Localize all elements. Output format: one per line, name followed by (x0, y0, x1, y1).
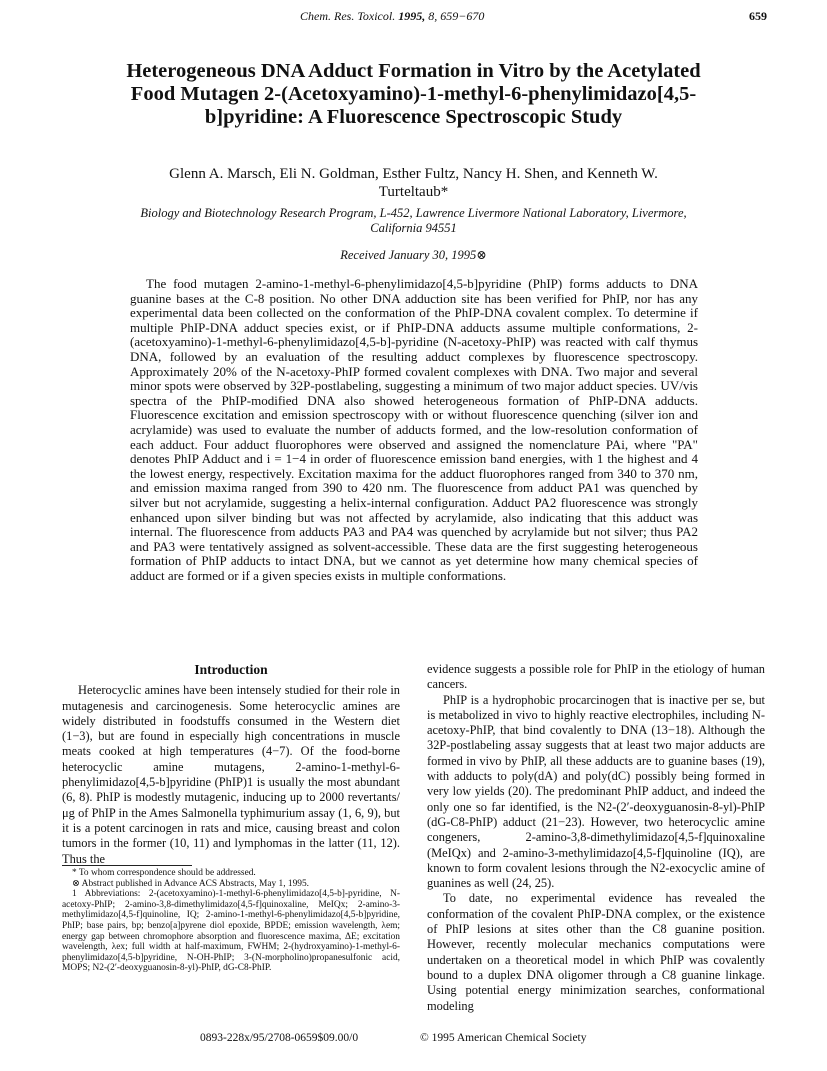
footnote-abbreviations: 1 Abbreviations: 2-(acetoxyamino)-1-methyl-6-phenylimidazo[4,5-b]-pyridine, N-acetoxy-PhIP; 2-amino-3,8-dimethylimidazo[4,5-f]quinoxaline, MeIQx; 2-amino-3-methylimidazo[4,5-f]quinoline, IQ; 2-amino-1-methyl-6-phenylimidazo[4,5-b]pyridine, PhIP; base pairs, bp; benzo[a]pyrene diol epoxide, BPDE; emission wavelength, λem; energy gap between chromophore absorption and fluorescence maxima, ΔE; excitation wavelength, λex; full width at half-maximum, FWHM; 2-(hydroxyamino)-1-methyl-6-phenylimidazo[4,5-b]pyridine, N-OH-PhIP; 3-(N-morpholino)propanesulfonic acid, MOPS; N2-(2′-deoxyguanosin-8-yl)-PhIP, dG-C8-PhIP. (62, 889, 400, 974)
abstract-text: The food mutagen 2-amino-1-methyl-6-phenylimidazo[4,5-b]pyridine (PhIP) forms adducts to DNA guanine bases at the C-8 position. No other DNA adduction site has been verified for PhIP, nor has any experimental data been collected on the conformation of the PhIP-DNA covalent complex. To determine if multiple PhIP-DNA adduct species exist, or if PhIP-DNA adducts assume multiple conformations, 2-(acetoxyamino)-1-methyl-6-phenylimidazo[4,5-b]-pyridine (N-acetoxy-PhIP) was reacted with calf thymus DNA, followed by an evaluation of the resulting adduct complexes by fluorescence spectroscopy. Approximately 20% of the N-acetoxy-PhIP formed covalent complexes with DNA. Two major and several minor spots were observed by 32P-postlabeling, suggesting a minimum of two major adduct species. UV/vis spectra of the PhIP-modified DNA also showed heterogeneous formation of PhIP-DNA adducts. Fluorescence excitation and emission spectroscopy with or without fluorescence quenching (silver ion and acrylamide) was used to evaluate the number of adducts formed, and the low-resolution conformation of each adduct. Four adduct fluorophores were observed and assigned the nomenclature PAi, where "PA" denotes PhIP Adduct and i = 1−4 in order of fluorescence emission band energies, with 1 the highest and 4 the lowest energy, respectively. Excitation maxima for the adduct fluorophores ranged from 340 to 370 nm, and emission maxima ranged from 390 to 420 nm. The fluorescence from adduct PA1 was quenched by silver but not acrylamide, suggesting a helix-internal configuration. Adduct PA2 fluorescence was strongly enhanced upon silver binding but was not affected by acrylamide, also indicating that this adduct was internal. The fluorescence from adducts PA3 and PA4 was quenched by acrylamide but not silver; thus PA2 and PA3 were tentatively assigned as solvent-accessible. These data are the first suggesting heterogeneous formation of PhIP adducts to intact DNA, but we cannot as yet determine how many chemical species of adduct are formed or if a given species exists in multiple conformations. (130, 276, 698, 583)
journal-year: 1995, (398, 9, 426, 23)
intro-paragraph-3: To date, no experimental evidence has revealed the conformation of the covalent PhIP-DNA complex, or the existence of PhIP lesions at sites other than the C8 guanine position. However, recently molecular mechanics computations were undertaken on a theoretical model in which PhIP was covalently bound to a duplex DNA oligomer through a C8 guanine linkage. Using potential energy minimization searches, conformational modeling (427, 891, 765, 1013)
journal-citation (300, 9, 484, 24)
intro-paragraph-continued: evidence suggests a possible role for PhIP in the etiology of human cancers. (427, 662, 765, 692)
received-date: Received January 30, 1995⊗ (340, 248, 487, 262)
journal-volume: 8, (428, 9, 438, 23)
footnote-correspondence: * To whom correspondence should be addressed. (72, 868, 256, 878)
page-number: 659 (749, 9, 767, 23)
intro-paragraph-1: Heterocyclic amines have been intensely studied for their role in mutagenesis and carcinogenesis. Some heterocyclic amines are widely distributed in foodstuffs consumed in the Western diet (1−3), but are found in especially high concentrations in muscle meats cooked at high temperatures (4−7). Of the food-borne heterocyclic amine mutagens, 2-amino-1-methyl-6-phenylimidazo[4,5-b]pyridine (PhIP)1 is usually the most abundant (6, 8). PhIP is modestly mutagenic, inducing up to 2000 revertants/μg of PhIP in the Ames Salmonella typhimurium assay (1, 6, 9), but it is a potent carcinogen in rats and mice, causing breast and colon tumors in the former (10, 11) and lymphomas in the latter (11, 12). Thus the (62, 683, 400, 866)
journal-pages: 659−670 (440, 9, 485, 23)
section-heading-introduction: Introduction (194, 662, 268, 677)
right-column (427, 662, 765, 1014)
footnotes (62, 868, 400, 974)
abstract (130, 277, 698, 583)
running-header (0, 9, 827, 29)
article-code: 0893-228x/95/2708-0659$09.00/0 (200, 1032, 359, 1044)
affiliation: Biology and Biotechnology Research Program, L-452, Lawrence Livermore National Laboratory, Livermore, California 94551 (140, 206, 687, 235)
footnote-divider (62, 865, 192, 866)
journal-name: Chem. Res. Toxicol. (300, 9, 396, 23)
author-list: Glenn A. Marsch, Eli N. Goldman, Esther Fultz, Nancy H. Shen, and Kenneth W. Turteltaub* (169, 166, 658, 200)
left-column (62, 662, 400, 867)
footnote-abstract-published: ⊗ Abstract published in Advance ACS Abstracts, May 1, 1995. (72, 878, 309, 889)
intro-paragraph-2: PhIP is a hydrophobic procarcinogen that is inactive per se, but is metabolized in vivo to highly reactive electrophiles, including N-acetoxy-PhIP, that bind covalently to DNA (13−18). Although the 32P-postlabeling assay suggests that at least two major adducts are formed in vivo by PhIP, all these adducts are to guanine bases (19), with adducts to poly(dA) and poly(dC) possibly being formed in very low yields (20). The predominant PhIP adduct, and indeed the only one so far identified, is the N2-(2′-deoxyguanosin-8-yl)-PhIP (dG-C8-PhIP) adduct (21−23). However, two heterocyclic amine congeners, 2-amino-3,8-dimethylimidazo[4,5-f]quinoxaline (MeIQx) and 2-amino-3-methylimidazo[4,5-f]quinoline (IQ), are known to form covalent lesions through the N2-exocyclic amine of guanines as well (24, 25). (427, 692, 765, 891)
copyright-notice: © 1995 American Chemical Society (420, 1032, 587, 1044)
article-title: Heterogeneous DNA Adduct Formation in Vitro by the Acetylated Food Mutagen 2-(Acetoxyamino)-1-methyl-6-phenylimidazo[4,5-b]pyridine: A Fluorescence Spectroscopic Study (126, 60, 701, 128)
